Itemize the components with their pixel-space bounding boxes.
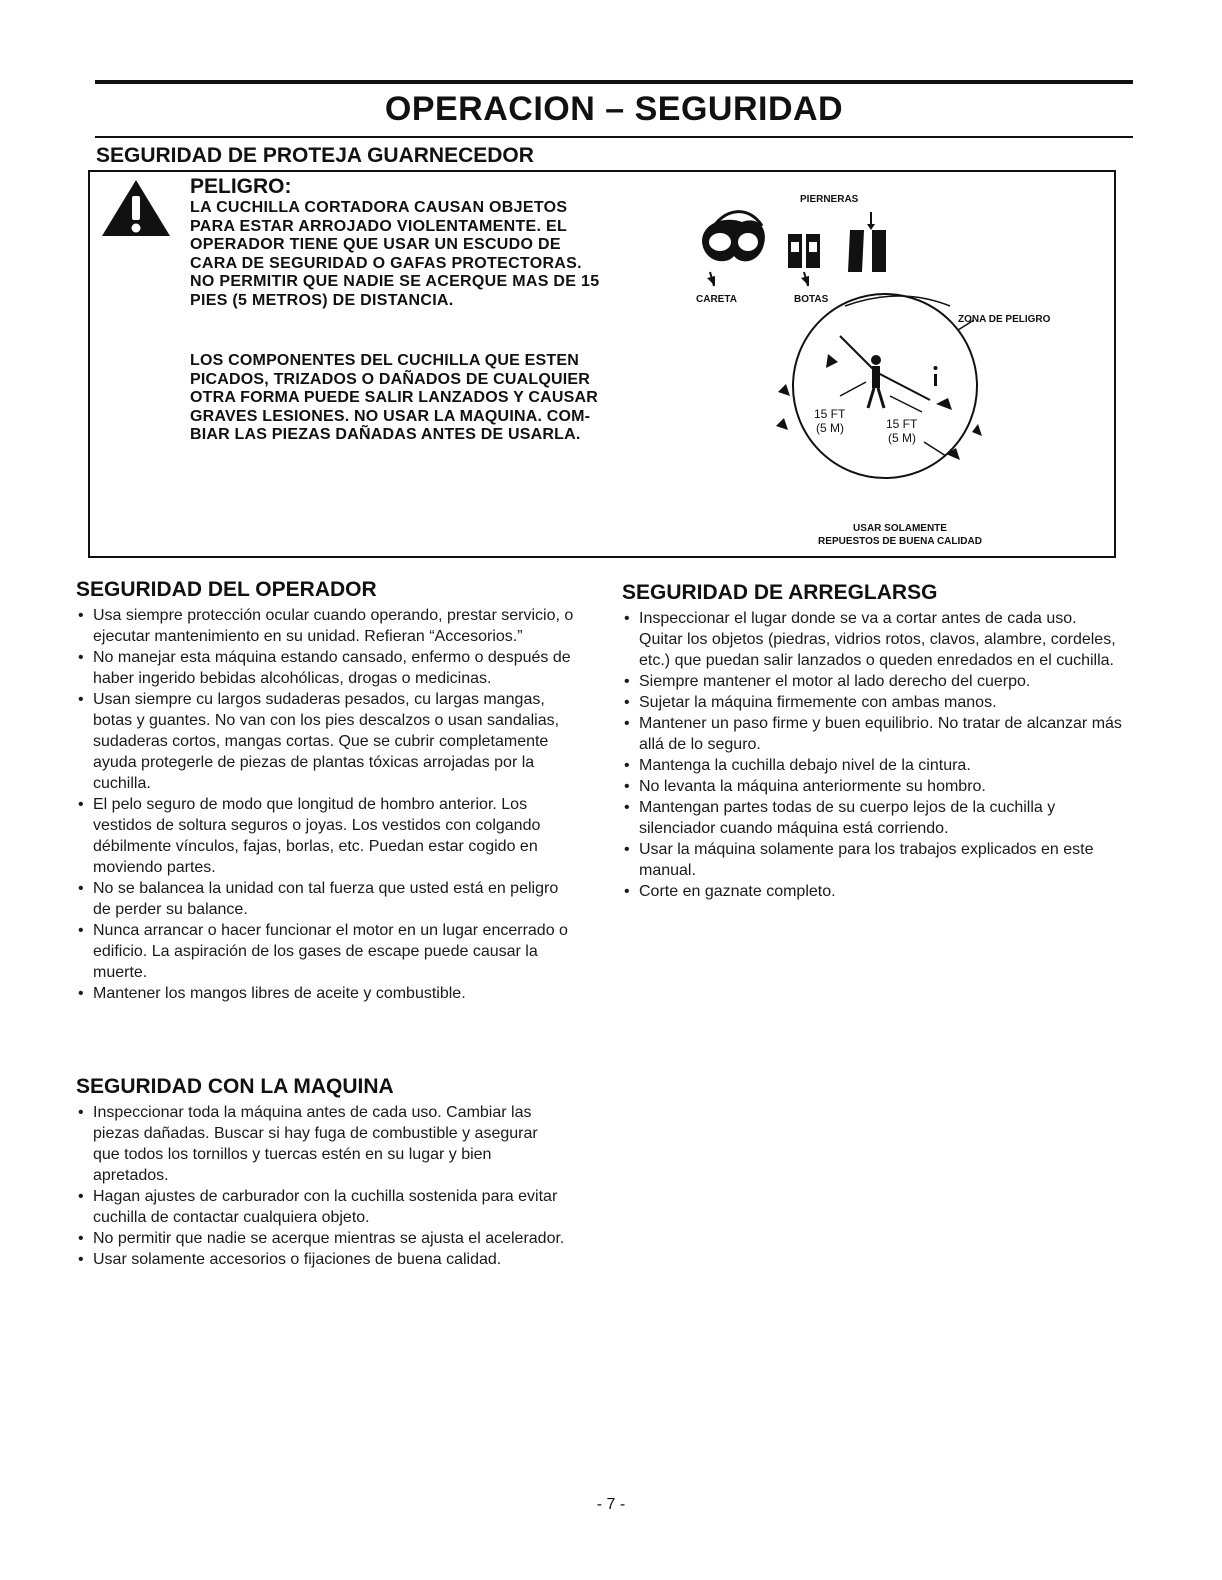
- quality-note-line2: REPUESTOS DE BUENA CALIDAD: [818, 536, 982, 547]
- list-item: • Usan siempre cu largos sudaderas pesados, cu largas mangas, botas y guantes. No van con los pies descalzos o usan sandalias, sudaderas cortos, mangas cortas. Que se cubrir completamente ayuda protegerle de piezas de plantas tóxicas arrojadas por la cuchilla.: [76, 689, 576, 794]
- machine-safety-heading: SEGURIDAD CON LA MAQUINA: [76, 1075, 394, 1098]
- danger-text: LA CUCHILLA CORTADORA CAUSAN OBJETOS PARA ESTAR ARROJADO VIOLENTAMENTE. EL OPERADOR TIENE QUE USAR UN ESCUDO DE CARA DE SEGURIDAD O GAFAS PROTECTORAS. NO PERMITIR QUE NADIE SE ACERQUE MAS DE 15 PIES (5 METROS) DE DISTANCIA.: [190, 199, 600, 309]
- list-item: • Corte en gaznate completo.: [622, 881, 1122, 902]
- leggings-label: PIERNERAS: [800, 194, 859, 205]
- operator-safety-heading: SEGURIDAD DEL OPERADOR: [76, 578, 377, 601]
- quality-note: [760, 522, 1040, 548]
- list-item: • Mantener un paso firme y buen equilibrio. No tratar de alcanzar más allá de lo seguro.: [622, 713, 1122, 755]
- list-item: • No levanta la máquina anteriormente su hombro.: [622, 776, 1122, 797]
- danger-zone-diagram: [690, 186, 1110, 486]
- leggings-icon: [848, 230, 886, 272]
- list-item: • Usa siempre protección ocular cuando operando, prestar servicio, o ejecutar mantenimiento en su unidad. Refieran “Accesorios.”: [76, 605, 576, 647]
- distance-2-m: (5 M): [888, 431, 916, 445]
- guard-section-heading: SEGURIDAD DE PROTEJA GUARNECEDOR: [96, 144, 534, 167]
- face-shield-label: CARETA: [696, 294, 737, 305]
- list-item: • Hagan ajustes de carburador con la cuchilla sostenida para evitar cuchilla de contactar cualquiera objeto.: [76, 1186, 566, 1228]
- operator-safety-list: [76, 605, 576, 1004]
- distance-1-m: (5 M): [816, 421, 844, 435]
- danger-label: PELIGRO:: [190, 175, 292, 198]
- page-number: - 7 -: [596, 1496, 626, 1513]
- list-item: • Usar la máquina solamente para los trabajos explicados en este manual.: [622, 839, 1122, 881]
- distance-2-ft: 15 FT: [886, 417, 918, 431]
- trimming-safety-list: [622, 608, 1122, 902]
- machine-safety-section: [76, 1074, 566, 1270]
- operator-safety-section: [76, 577, 576, 1004]
- warning-triangle-icon: [100, 178, 172, 238]
- boots-icon: [788, 234, 820, 268]
- list-item: • Mantengan partes todas de su cuerpo lejos de la cuchilla y silenciador cuando máquina está corriendo.: [622, 797, 1122, 839]
- danger-zone-label: ZONA DE PELIGRO: [958, 314, 1051, 325]
- title-rule-bottom: [95, 136, 1133, 138]
- list-item: • Usar solamente accesorios o fijaciones de buena calidad.: [76, 1249, 566, 1270]
- list-item: • No permitir que nadie se acerque mientras se ajusta el acelerador.: [76, 1228, 566, 1249]
- quality-note-line1: USAR SOLAMENTE: [853, 523, 947, 534]
- list-item: • Nunca arrancar o hacer funcionar el motor en un lugar encerrado o edificio. La aspiración de los gases de escape puede causar la muerte.: [76, 920, 576, 983]
- list-item: • No se balancea la unidad con tal fuerza que usted está en peligro de perder su balance.: [76, 878, 576, 920]
- operator-figure: [840, 336, 930, 408]
- list-item: • Mantener los mangos libres de aceite y combustible.: [76, 983, 576, 1004]
- title-rule-top: [95, 80, 1133, 84]
- page-title: OPERACION – SEGURIDAD: [384, 90, 844, 128]
- face-shield-icon: [702, 212, 765, 262]
- trimming-safety-heading: SEGURIDAD DE ARREGLARSG: [622, 581, 938, 604]
- list-item: • Inspeccionar el lugar donde se va a cortar antes de cada uso. Quitar los objetos (piedras, vidrios rotos, clavos, alambre, cordeles, etc.) que puedan salir lanzados o queden enredados en el cuchilla.: [622, 608, 1122, 671]
- boots-label: BOTAS: [794, 294, 829, 305]
- machine-safety-list: [76, 1102, 566, 1270]
- list-item: • El pelo seguro de modo que longitud de hombro anterior. Los vestidos de soltura seguros o joyas. Los vestidos con colgando débilmente vínculos, fajas, borlas, etc. Puedan estar cogido en moviendo partes.: [76, 794, 576, 878]
- list-item: • Mantenga la cuchilla debajo nivel de la cintura.: [622, 755, 1122, 776]
- list-item: • Inspeccionar toda la máquina antes de cada uso. Cambiar las piezas dañadas. Buscar si hay fuga de combustible y asegurar que todos los tornillos y tuercas estén en su lugar y bien apretados.: [76, 1102, 566, 1186]
- distance-1-ft: 15 FT: [814, 407, 846, 421]
- list-item: • Siempre mantener el motor al lado derecho del cuerpo.: [622, 671, 1122, 692]
- components-warning-text: LOS COMPONENTES DEL CUCHILLA QUE ESTEN PICADOS, TRIZADOS O DAÑADOS DE CUALQUIER OTRA FORMA PUEDE SALIR LANZADOS Y CAUSAR GRAVES LESIONES. NO USAR LA MAQUINA. COM- BIAR LAS PIEZAS DAÑADAS ANTES DE USARLA.: [190, 352, 599, 443]
- list-item: • No manejar esta máquina estando cansado, enfermo o después de haber ingerido bebidas alcohólicas, drogas o medicinas.: [76, 647, 576, 689]
- list-item: • Sujetar la máquina firmemente con ambas manos.: [622, 692, 1122, 713]
- trimming-safety-section: [622, 580, 1122, 902]
